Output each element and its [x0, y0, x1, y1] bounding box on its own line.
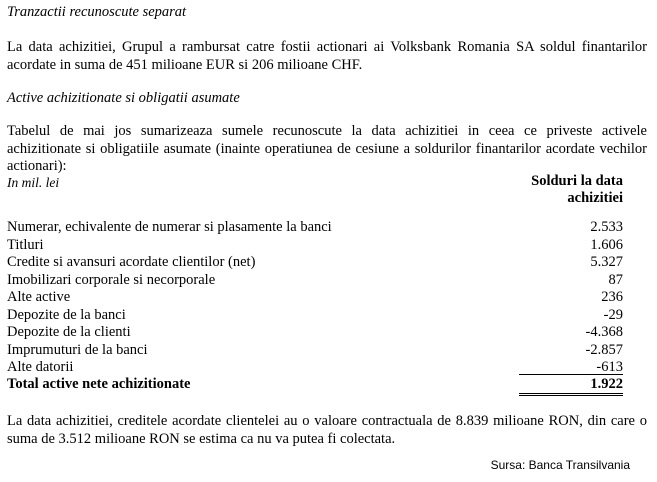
table-row [7, 219, 623, 237]
total-underline-top [519, 393, 623, 394]
table-row-value: 236 [601, 289, 623, 305]
section-title-acquired-assets: Active achizitionate si obligatii asumate [7, 90, 240, 106]
table-row-label: Numerar, echivalente de numerar si plasamente la banci [7, 219, 332, 235]
table-row-label: Imprumuturi de la banci [7, 341, 148, 358]
table-column-header-line-1: Solduri la data [531, 173, 623, 189]
paragraph-repayment-line-1: La data achizitiei, Grupul a rambursat catre fostii actionari ai Volksbank Romania SA soldul finantarilor [7, 39, 647, 55]
table-row-label: Imobilizari corporale si necorporale [7, 271, 216, 288]
paragraph-table-intro-line-2: achizitionate si obligatiile asumate (inainte operatiunea de cesiune a soldurilor finantarilor acordate vechilor [7, 140, 647, 157]
total-underline-bottom [519, 395, 623, 396]
table-row-value: 87 [608, 271, 623, 288]
table-row [7, 342, 623, 360]
table-row-label: Alte active [7, 289, 71, 305]
table-row-label: Alte datorii [7, 359, 74, 375]
table-row [7, 237, 623, 255]
table-row-value: 1.606 [590, 236, 623, 253]
paragraph-contractual-value-line-2: suma de 3.512 milioane RON se estima ca nu va putea fi colectata. [7, 430, 396, 447]
paragraph-repayment-line-2: acordate in suma de 451 milioane EUR si 206 milioane CHF. [7, 56, 363, 73]
table-row-value: 2.533 [590, 219, 623, 235]
table-row [7, 254, 623, 272]
table-row-label: Depozite de la clienti [7, 324, 131, 340]
table-row [7, 307, 623, 325]
table-row-label: Credite si avansuri acordate clientilor (net) [7, 254, 256, 270]
paragraph-table-intro-line-1: Tabelul de mai jos sumarizeaza sumele recunoscute la data achizitiei in ceea ce priveste activele [7, 123, 647, 139]
table-unit-label: In mil. lei [7, 175, 60, 190]
section-title-separate-transactions: Tranzactii recunoscute separat [7, 4, 187, 20]
table-row-value: 5.327 [590, 254, 623, 270]
table-row-value: -29 [603, 306, 623, 323]
paragraph-table-intro-line-3: actionari): [7, 158, 67, 174]
table-row-value: -613 [596, 359, 623, 375]
paragraph-contractual-value [7, 413, 647, 448]
table-row-label: Titluri [7, 236, 44, 253]
total-separator-line [519, 374, 623, 375]
paragraph-table-intro [7, 123, 647, 176]
table-total-value: 1.922 [590, 376, 623, 392]
table-row [7, 324, 623, 342]
table-row-value: -4.368 [585, 324, 623, 340]
source-note: Sursa: Banca Transilvania [490, 458, 630, 472]
table-row-label: Depozite de la banci [7, 306, 126, 323]
table-column-header-line-2: achizitiei [567, 190, 623, 206]
table-column-header [531, 173, 623, 207]
table-row [7, 272, 623, 290]
paragraph-repayment [7, 39, 647, 74]
paragraph-contractual-value-line-1: La data achizitiei, creditele acordate clientelei au o valoare contractuala de 8.839 milioane RON, din care o [7, 413, 647, 429]
table-total-label: Total active nete achizitionate [7, 376, 191, 392]
table-row-value: -2.857 [585, 341, 623, 358]
table-total-row [7, 376, 623, 394]
table-row [7, 289, 623, 307]
